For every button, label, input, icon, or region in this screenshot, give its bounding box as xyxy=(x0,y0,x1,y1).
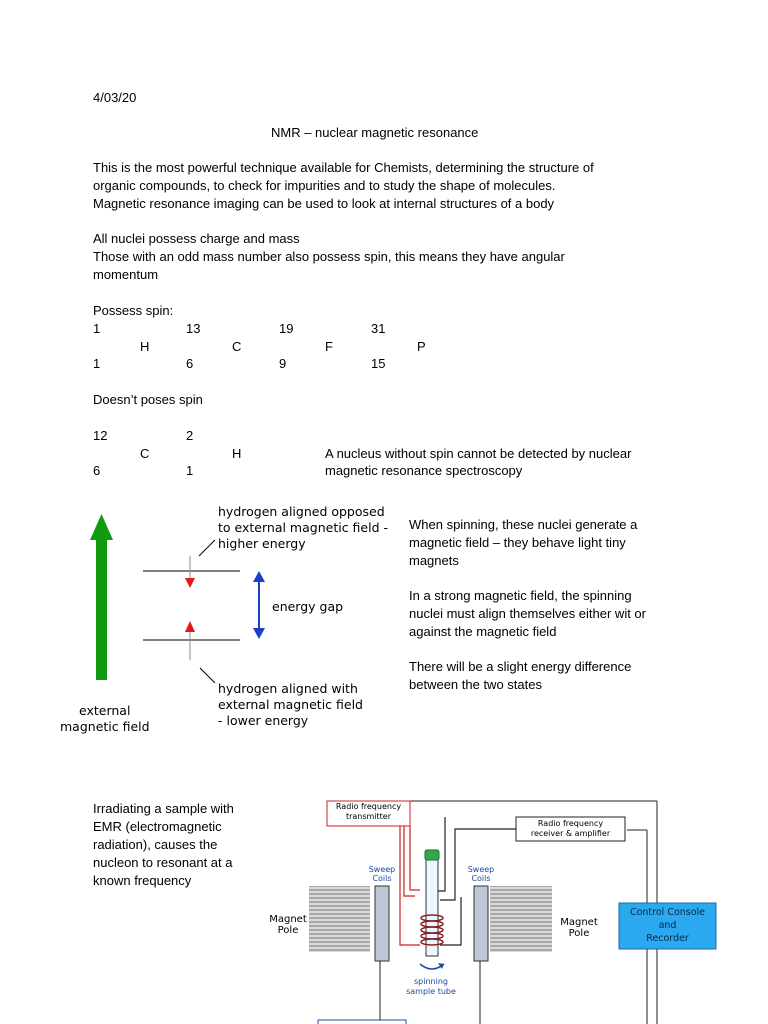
isotope-mass: 13 xyxy=(186,321,201,336)
irradiating-line-5: known frequency xyxy=(93,873,192,888)
no-spin-heading: Doesn’t poses spin xyxy=(93,392,203,407)
isotope-symbol: F xyxy=(325,339,333,354)
intro-line-1: This is the most powerful technique available for Chemists, determining the structure of xyxy=(93,160,594,175)
spin-text-p2-line-2: nuclei must align themselves either wit or xyxy=(409,606,646,621)
left-sweep-coil xyxy=(375,886,389,961)
spin-text-p3-line-1: There will be a slight energy difference xyxy=(409,659,632,674)
right-magnet-pole xyxy=(490,886,552,952)
field-label-line-2: magnetic field xyxy=(60,719,150,734)
irradiating-line-4: nucleon to resonant at a xyxy=(93,855,233,870)
aligned-label-line-3: - lower energy xyxy=(218,713,309,728)
right-sweep-coils-label-line-1: Sweep xyxy=(467,865,495,874)
spin-text-p1-line-3: magnets xyxy=(409,553,459,568)
sample-tube-label-line-1: spinning xyxy=(414,977,448,986)
irradiating-line-3: radiation), causes the xyxy=(93,837,218,852)
isotope-mass: 1 xyxy=(93,321,101,336)
spin-text-p1-line-1: When spinning, these nuclei generate a xyxy=(409,517,638,532)
isotope-atomic-number: 1 xyxy=(186,463,194,478)
right-magnet-label-line-2: Pole xyxy=(568,928,590,939)
isotope-mass: 2 xyxy=(186,428,194,443)
rf-wires xyxy=(400,826,420,945)
left-magnet-label-line-2: Pole xyxy=(277,925,299,936)
field-label-line-1: external xyxy=(79,703,131,718)
spin-text-p3-line-2: between the two states xyxy=(409,677,542,692)
sample-tube-label-line-2: sample tube xyxy=(406,987,456,996)
date: 4/03/20 xyxy=(93,90,137,105)
irradiating-line-2: EMR (electromagnetic xyxy=(93,819,222,834)
possess-spin-heading: Possess spin: xyxy=(93,303,174,318)
isotope-symbol: H xyxy=(232,446,242,461)
sample-tube-cap xyxy=(425,850,439,860)
opposed-label-line-3: higher energy xyxy=(218,536,306,551)
isotope-symbol: C xyxy=(232,339,242,354)
console-label-line-3: Recorder xyxy=(646,933,689,944)
spin-text-p1-line-2: magnetic field – they behave light tiny xyxy=(409,535,626,550)
isotope-atomic-number: 6 xyxy=(93,463,101,478)
isotope-symbol: H xyxy=(140,339,150,354)
no-spin-note-line-1: A nucleus without spin cannot be detected by nuclear xyxy=(325,446,632,461)
isotope-mass: 19 xyxy=(279,321,294,336)
page-title: NMR – nuclear magnetic resonance xyxy=(271,125,479,140)
opposed-label-line-1: hydrogen aligned opposed xyxy=(218,504,385,519)
isotope-atomic-number: 6 xyxy=(186,356,194,371)
intro-line-3: Magnetic resonance imaging can be used to look at internal structures of a body xyxy=(93,196,555,211)
receiver-label-line-1: Radio frequency xyxy=(537,819,604,828)
receiver-label-line-2: receiver & amplifier xyxy=(530,829,611,838)
console-label-line-2: and xyxy=(658,920,677,931)
isotope-mass: 31 xyxy=(371,321,386,336)
right-sweep-coil xyxy=(474,886,488,961)
opposed-label-line-2: to external magnetic field - xyxy=(218,520,388,535)
isotope-symbol: C xyxy=(140,446,150,461)
right-magnet-label-line-1: Magnet xyxy=(560,917,598,928)
isotope-atomic-number: 15 xyxy=(371,356,386,371)
energy-gap-label: energy gap xyxy=(272,599,344,614)
isotope-atomic-number: 1 xyxy=(93,356,101,371)
nuclei-line-2: Those with an odd mass number also possess spin, this means they have angular xyxy=(93,249,565,264)
left-magnet-label-line-1: Magnet xyxy=(269,914,307,925)
transmitter-label-line-1: Radio frequency xyxy=(335,802,402,811)
left-sweep-coils-label-line-1: Sweep xyxy=(368,865,396,874)
aligned-label-line-2: external magnetic field xyxy=(218,697,363,712)
isotope-symbol: P xyxy=(417,339,426,354)
sample-tube xyxy=(426,856,438,956)
left-sweep-coils-label-line-2: Coils xyxy=(372,874,392,883)
nuclei-line-3: momentum xyxy=(93,267,159,282)
irradiating-line-1: Irradiating a sample with xyxy=(93,801,234,816)
right-sweep-coils-label-line-2: Coils xyxy=(471,874,491,883)
transmitter-label-line-2: transmitter xyxy=(345,812,392,821)
spin-text-p2-line-3: against the magnetic field xyxy=(409,624,557,639)
spin-text-p2-line-1: In a strong magnetic field, the spinning xyxy=(409,588,632,603)
left-magnet-pole xyxy=(309,886,370,952)
nuclei-line-1: All nuclei possess charge and mass xyxy=(93,231,300,246)
isotope-mass: 12 xyxy=(93,428,108,443)
isotope-atomic-number: 9 xyxy=(279,356,287,371)
no-spin-note-line-2: magnetic resonance spectroscopy xyxy=(325,463,523,478)
aligned-label-line-1: hydrogen aligned with xyxy=(218,681,358,696)
intro-line-2: organic compounds, to check for impurities and to study the shape of molecules. xyxy=(93,178,556,193)
console-label-line-1: Control Console xyxy=(629,907,706,918)
